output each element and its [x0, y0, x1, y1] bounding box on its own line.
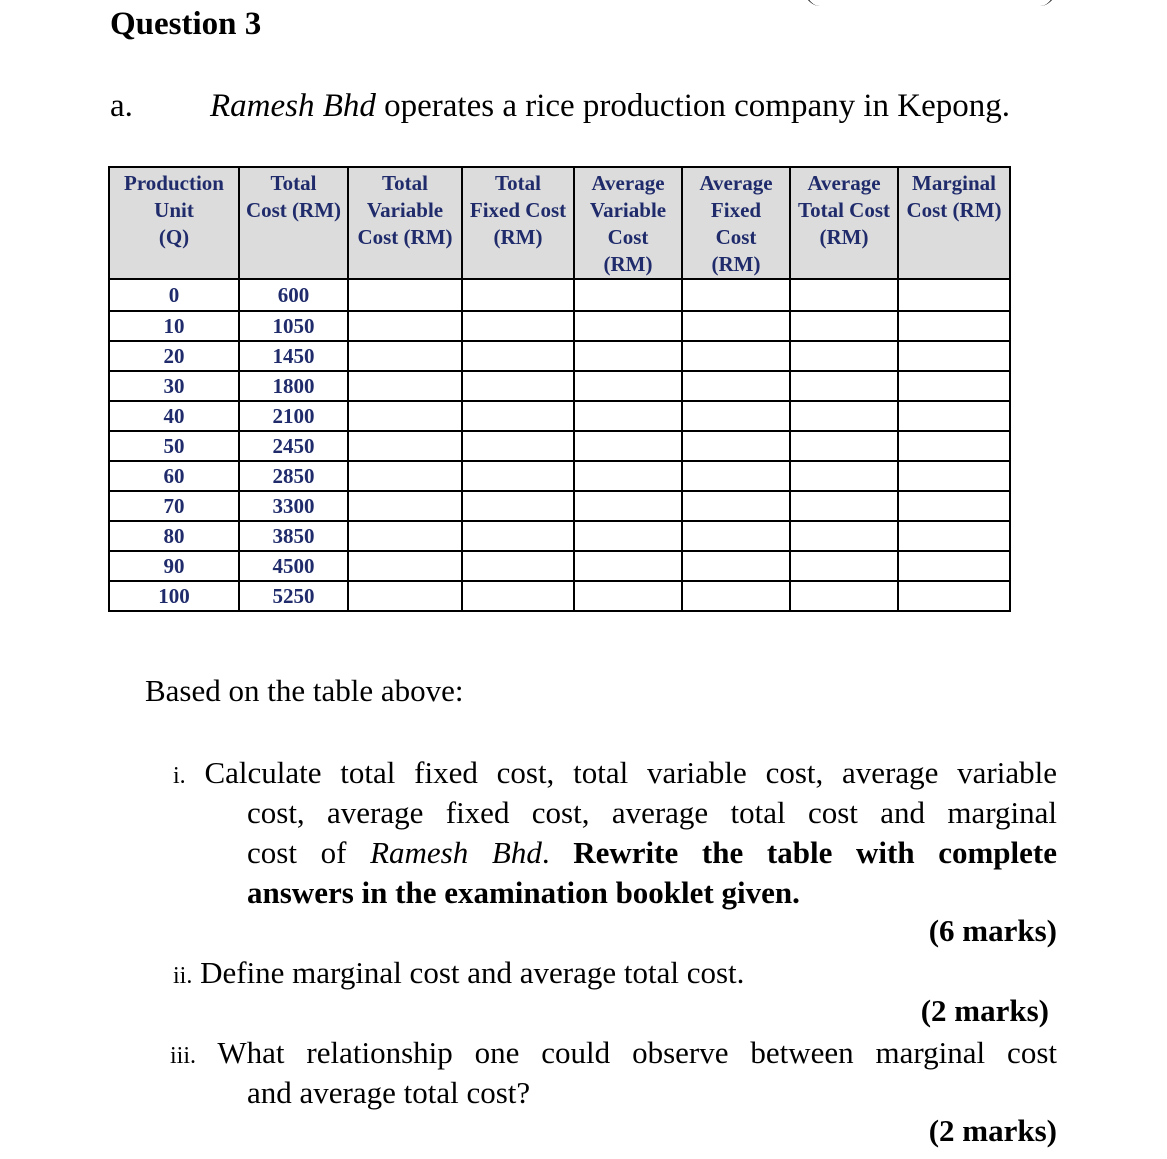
- question-i-number: i.: [173, 763, 186, 789]
- question-i: [173, 753, 1057, 796]
- table-header-row: [109, 167, 1010, 279]
- empty-answer-cell: [682, 551, 790, 581]
- empty-answer-cell: [348, 461, 462, 491]
- empty-answer-cell: [682, 491, 790, 521]
- production-unit-cell: 90: [109, 551, 239, 581]
- part-label: a.: [110, 88, 133, 124]
- table-row: [109, 311, 1010, 341]
- empty-answer-cell: [574, 551, 682, 581]
- empty-answer-cell: [898, 431, 1010, 461]
- total-cost-cell: 2100: [239, 401, 348, 431]
- table-row: [109, 341, 1010, 371]
- empty-answer-cell: [574, 279, 682, 311]
- empty-answer-cell: [462, 491, 574, 521]
- empty-answer-cell: [462, 279, 574, 311]
- table-row: [109, 431, 1010, 461]
- header-total-fixed-cost: Total Fixed Cost (RM): [462, 167, 574, 279]
- empty-answer-cell: [898, 461, 1010, 491]
- empty-answer-cell: [790, 279, 898, 311]
- marks-bracket-right: [1038, 0, 1060, 6]
- empty-answer-cell: [790, 371, 898, 401]
- empty-answer-cell: [682, 401, 790, 431]
- empty-answer-cell: [348, 581, 462, 611]
- empty-answer-cell: [898, 341, 1010, 371]
- empty-answer-cell: [348, 521, 462, 551]
- empty-answer-cell: [682, 461, 790, 491]
- cost-table: [108, 166, 1011, 612]
- empty-answer-cell: [790, 521, 898, 551]
- question-i-continued: [247, 793, 1057, 913]
- question-i-company: Ramesh Bhd: [370, 835, 542, 870]
- empty-answer-cell: [348, 311, 462, 341]
- table-row: [109, 581, 1010, 611]
- marks-bracket-left: [800, 0, 822, 6]
- based-on-text: Based on the table above:: [145, 673, 464, 708]
- empty-answer-cell: [898, 311, 1010, 341]
- table-row: [109, 401, 1010, 431]
- question-iii-line1: What relationship one could observe between marginal cost: [217, 1035, 1057, 1070]
- question-iii: [170, 1033, 1057, 1076]
- empty-answer-cell: [790, 581, 898, 611]
- empty-answer-cell: [574, 461, 682, 491]
- header-total-cost: Total Cost (RM): [239, 167, 348, 279]
- empty-answer-cell: [462, 521, 574, 551]
- empty-answer-cell: [574, 311, 682, 341]
- header-marginal-cost: Marginal Cost (RM): [898, 167, 1010, 279]
- total-cost-cell: 1450: [239, 341, 348, 371]
- question-i-line3-pre: cost of: [247, 835, 371, 870]
- empty-answer-cell: [462, 461, 574, 491]
- empty-answer-cell: [348, 491, 462, 521]
- question-i-instruction-end: answers in the examination booklet given.: [247, 875, 800, 910]
- header-production-unit: Production Unit (Q): [109, 167, 239, 279]
- header-average-fixed-cost: Average Fixed Cost (RM): [682, 167, 790, 279]
- production-unit-cell: 10: [109, 311, 239, 341]
- intro-text: operates a rice production company in Kepong.: [375, 88, 1011, 124]
- empty-answer-cell: [790, 311, 898, 341]
- total-cost-cell: 5250: [239, 581, 348, 611]
- production-unit-cell: 20: [109, 341, 239, 371]
- header-average-variable-cost: Average Variable Cost (RM): [574, 167, 682, 279]
- question-i-line1: Calculate total fixed cost, total variable cost, average variable: [204, 755, 1057, 790]
- production-unit-cell: 100: [109, 581, 239, 611]
- empty-answer-cell: [898, 371, 1010, 401]
- table-row: [109, 551, 1010, 581]
- empty-answer-cell: [682, 311, 790, 341]
- production-unit-cell: 40: [109, 401, 239, 431]
- empty-answer-cell: [348, 371, 462, 401]
- empty-answer-cell: [462, 551, 574, 581]
- table-row: [109, 521, 1010, 551]
- empty-answer-cell: [462, 311, 574, 341]
- empty-answer-cell: [348, 551, 462, 581]
- empty-answer-cell: [682, 431, 790, 461]
- empty-answer-cell: [898, 279, 1010, 311]
- empty-answer-cell: [790, 401, 898, 431]
- header-total-variable-cost: Total Variable Cost (RM): [348, 167, 462, 279]
- production-unit-cell: 30: [109, 371, 239, 401]
- empty-answer-cell: [790, 461, 898, 491]
- question-title: Question 3: [110, 6, 262, 42]
- production-unit-cell: 50: [109, 431, 239, 461]
- empty-answer-cell: [790, 551, 898, 581]
- empty-answer-cell: [348, 401, 462, 431]
- empty-answer-cell: [682, 521, 790, 551]
- empty-answer-cell: [790, 341, 898, 371]
- header-average-total-cost: Average Total Cost (RM): [790, 167, 898, 279]
- empty-answer-cell: [682, 279, 790, 311]
- total-cost-cell: 2850: [239, 461, 348, 491]
- intro-sentence: [210, 88, 1010, 125]
- empty-answer-cell: [348, 431, 462, 461]
- production-unit-cell: 70: [109, 491, 239, 521]
- empty-answer-cell: [574, 521, 682, 551]
- question-i-marks: (6 marks): [928, 913, 1057, 948]
- question-iii-marks: (2 marks): [928, 1113, 1057, 1148]
- empty-answer-cell: [682, 581, 790, 611]
- total-cost-cell: 1800: [239, 371, 348, 401]
- question-i-line3: [247, 833, 1057, 873]
- total-cost-cell: 600: [239, 279, 348, 311]
- empty-answer-cell: [898, 401, 1010, 431]
- table-row: [109, 371, 1010, 401]
- production-unit-cell: 80: [109, 521, 239, 551]
- empty-answer-cell: [682, 341, 790, 371]
- empty-answer-cell: [574, 401, 682, 431]
- empty-answer-cell: [462, 401, 574, 431]
- question-i-line3-dot: .: [541, 835, 574, 870]
- total-cost-cell: 1050: [239, 311, 348, 341]
- table-row: [109, 491, 1010, 521]
- production-unit-cell: 0: [109, 279, 239, 311]
- empty-answer-cell: [790, 431, 898, 461]
- empty-answer-cell: [790, 491, 898, 521]
- empty-answer-cell: [682, 371, 790, 401]
- total-cost-cell: 3300: [239, 491, 348, 521]
- question-ii-number: ii.: [173, 963, 193, 989]
- empty-answer-cell: [348, 341, 462, 371]
- empty-answer-cell: [574, 491, 682, 521]
- empty-answer-cell: [462, 341, 574, 371]
- empty-answer-cell: [348, 279, 462, 311]
- empty-answer-cell: [898, 551, 1010, 581]
- empty-answer-cell: [462, 431, 574, 461]
- empty-answer-cell: [898, 491, 1010, 521]
- empty-answer-cell: [462, 581, 574, 611]
- question-ii-marks: (2 marks): [920, 993, 1049, 1028]
- total-cost-cell: 2450: [239, 431, 348, 461]
- question-i-instruction: Rewrite the table with complete: [573, 835, 1058, 870]
- empty-answer-cell: [574, 371, 682, 401]
- question-iii-number: iii.: [170, 1043, 197, 1069]
- table-row: [109, 461, 1010, 491]
- production-unit-cell: 60: [109, 461, 239, 491]
- empty-answer-cell: [462, 371, 574, 401]
- company-name: Ramesh Bhd: [210, 88, 376, 124]
- question-ii-text: Define marginal cost and average total cost.: [200, 955, 745, 990]
- empty-answer-cell: [574, 581, 682, 611]
- question-iii-line2: and average total cost?: [247, 1075, 531, 1110]
- empty-answer-cell: [898, 521, 1010, 551]
- empty-answer-cell: [574, 341, 682, 371]
- total-cost-cell: 4500: [239, 551, 348, 581]
- question-ii: [173, 953, 744, 996]
- question-i-line2: cost, average fixed cost, average total cost and marginal: [247, 795, 1057, 830]
- total-cost-cell: 3850: [239, 521, 348, 551]
- empty-answer-cell: [574, 431, 682, 461]
- empty-answer-cell: [898, 581, 1010, 611]
- table-row: [109, 279, 1010, 311]
